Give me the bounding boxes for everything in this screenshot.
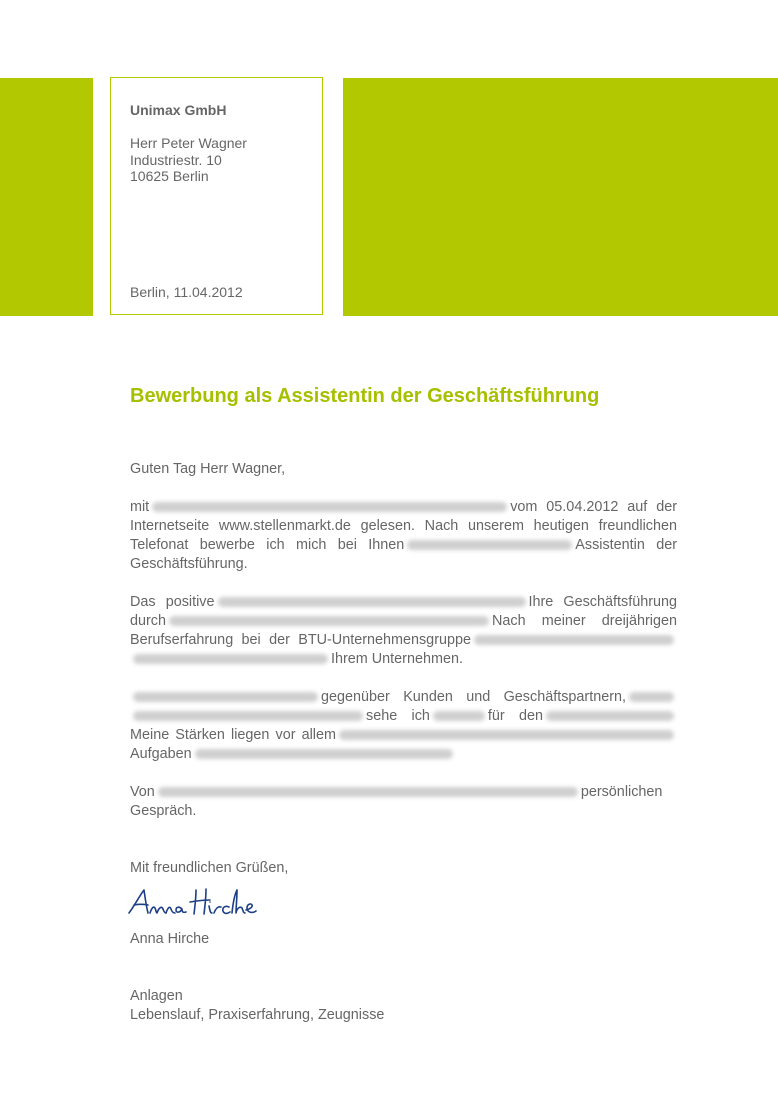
paragraph-3-text-c: für den bbox=[487, 708, 543, 724]
paragraph-3-text-a: gegenüber Kunden und Geschäftspartnern, bbox=[321, 689, 626, 705]
closing: Mit freundlichen Grüßen, bbox=[130, 860, 289, 876]
paragraph-4 bbox=[130, 783, 677, 821]
paragraph-2-text-a: Das positive bbox=[130, 594, 215, 610]
handwritten-signature bbox=[126, 885, 266, 923]
redacted-text bbox=[546, 711, 674, 721]
paragraph-1 bbox=[130, 498, 677, 574]
decorative-band-right bbox=[343, 78, 778, 316]
redacted-text bbox=[629, 692, 674, 702]
redacted-text bbox=[152, 502, 507, 512]
address-box bbox=[110, 77, 323, 315]
paragraph-1-text-a: mit bbox=[130, 499, 150, 515]
paragraph-2-text-d: Ihrem Unternehmen. bbox=[331, 651, 463, 667]
attachments-title: Anlagen bbox=[130, 988, 183, 1004]
paragraph-2-text-c: Nach meiner dreijährigen Berufserfahrung bei der BTU-Unternehmensgruppe bbox=[130, 613, 677, 648]
redacted-text bbox=[339, 730, 674, 740]
redacted-text bbox=[158, 787, 578, 797]
decorative-band-left bbox=[0, 78, 93, 316]
paragraph-3-text-d: Meine Stärken liegen vor allem bbox=[130, 727, 336, 743]
redacted-text bbox=[474, 635, 674, 645]
paragraph-3-text-e: Aufgaben bbox=[130, 746, 192, 762]
paragraph-3-text-b: sehe ich bbox=[366, 708, 430, 724]
redacted-text bbox=[133, 711, 363, 721]
paragraph-2-text-b: Ihre Geschäftsführung durch bbox=[130, 594, 677, 629]
letter-date: Berlin, 11.04.2012 bbox=[130, 284, 243, 300]
redacted-text bbox=[407, 540, 572, 550]
redacted-text bbox=[433, 711, 485, 721]
redacted-text bbox=[169, 616, 489, 626]
letter-subject: Bewerbung als Assistentin der Geschäftsführung bbox=[130, 385, 600, 407]
redacted-text bbox=[133, 654, 328, 664]
paragraph-4-text-b: persönlichen Gespräch. bbox=[130, 784, 663, 819]
attachments-list: Lebenslauf, Praxiserfahrung, Zeugnisse bbox=[130, 1007, 385, 1023]
redacted-text bbox=[195, 749, 453, 759]
redacted-text bbox=[218, 597, 526, 607]
redacted-text bbox=[133, 692, 318, 702]
recipient-name: Herr Peter Wagner bbox=[130, 135, 247, 151]
signature-name: Anna Hirche bbox=[130, 931, 210, 947]
recipient-company: Unimax GmbH bbox=[130, 102, 227, 118]
recipient-city: 10625 Berlin bbox=[130, 168, 209, 184]
salutation: Guten Tag Herr Wagner, bbox=[130, 461, 286, 477]
paragraph-1-text-c: Assistentin der Geschäftsführung. bbox=[130, 537, 677, 572]
paragraph-1-text-b: vom 05.04.2012 auf der Internetseite www.stellenmarkt.de gelesen. Nach unserem heutigen freundlichen Telefonat bewerbe ich mich bei Ihnen bbox=[130, 499, 677, 553]
paragraph-3 bbox=[130, 688, 677, 764]
paragraph-4-text-a: Von bbox=[130, 784, 155, 800]
recipient-street: Industriestr. 10 bbox=[130, 152, 222, 168]
paragraph-2 bbox=[130, 593, 677, 669]
